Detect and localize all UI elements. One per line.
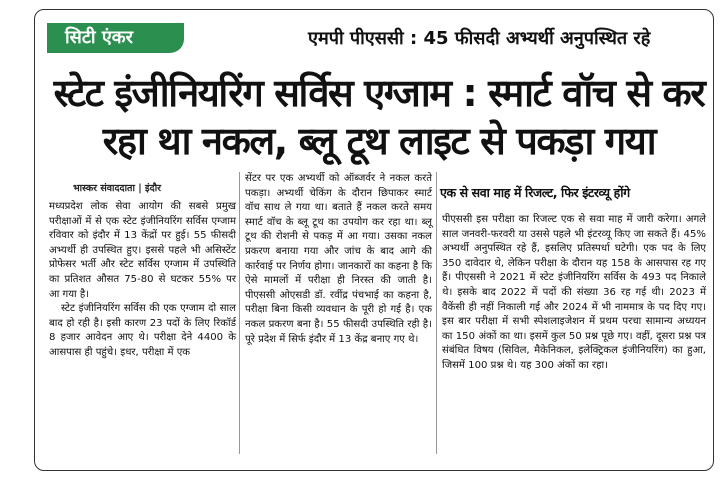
article-paragraph: स्टेट इंजीनियरिंग सर्विस की एक एग्जाम दो साल बाद हो रही है। इसी कारण 23 पदों के लिए रिकॉर्ड 8 हजार आवेदन आए थे। परीक्षा देने 4400 के आसपास ही पहुंचे। इधर, परीक्षा में एक xyxy=(49,303,236,358)
news-clipping-frame xyxy=(34,9,714,471)
article-column-3 xyxy=(442,213,706,374)
sub-heading: एक से सवा माह में रिजल्ट, फिर इंटरव्यू होंगे xyxy=(440,185,630,200)
byline: भास्कर संवाददाता | इंदौर xyxy=(73,183,162,194)
article-paragraph: सेंटर पर एक अभ्यर्थी को ऑब्जर्वर ने नकल करते पकड़ा। अभ्यर्थी चेकिंग के दौरान छिपाकर स्मार्ट वॉच साथ ले गया था। बताते हैं नकल करते समय स्मार्ट वॉच के ब्लू टूथ का उपयोग कर रहा था। ब्लू टूथ की रोशनी से पकड़ में आ गया। उसका नकल प्रकरण बनाया गया और जांच के बाद आगे की कार्रवाई पर निर्णय होगा। जानकारों का कहना है कि ऐसे मामलों में परीक्षा ही निरस्त की जाती है। पीएससी ओएसडी डॉ. रवींद्र पंचभाई का कहना है, परीक्षा बिना किसी व्यवधान के पूरी हो गई है। एक नकल प्रकरण बना है। 55 फीसदी उपस्थिति रही है। पूरे प्रदेश में सिर्फ इंदौर में 13 केंद्र बनाए गए थे। xyxy=(245,173,432,345)
article-paragraph: मध्यप्रदेश लोक सेवा आयोग की सबसे प्रमुख परीक्षाओं में से एक स्टेट इंजीनियरिंग सर्विस एग्जाम रविवार को इंदौर में 13 केंद्रों पर हुई। 55 फीसदी अभ्यर्थी ही उपस्थित हुए। इससे पहले भी असिस्टेंट प्रोफेसर भर्ती और स्टेट सर्विस एग्जाम में उपस्थिति का प्रतिशत औसत 75-80 से घटकर 55% पर आ गया है। xyxy=(49,201,236,300)
kicker-headline: एमपी पीएससी : 45 फीसदी अभ्यर्थी अनुपस्थित रहे xyxy=(308,28,651,49)
article-column-2 xyxy=(245,172,432,347)
column-divider xyxy=(239,172,240,454)
section-tag: सिटी एंकर xyxy=(47,23,184,53)
article-column-1 xyxy=(49,200,236,361)
main-headline: स्टेट इंजीनियरिंग सर्विस एग्जाम : स्मार्ट वॉच से कर रहा था नकल, ब्लू टूथ लाइट से पकड़ा गया xyxy=(53,71,705,163)
column-divider xyxy=(436,172,437,454)
article-paragraph: पीएससी इस परीक्षा का रिजल्ट एक से सवा माह में जारी करेगा। अगले साल जनवरी-फरवरी या उससे पहले भी इंटरव्यू किए जा सकते हैं। 45% अभ्यर्थी अनुपस्थित रहे हैं, इसलिए प्रतिस्पर्धा घटेगी। एक पद के लिए 350 दावेदार थे, लेकिन परीक्षा के दौरान यह 158 के आसपास रह गए हैं। पीएससी ने 2021 में स्टेट इंजीनियरिंग सर्विस के 493 पद निकाले थे। इसके बाद 2022 में पदों की संख्या 36 रह गई थी। 2023 में वैकेंसी ही नहीं निकाली गई और 2024 में भी नाममात्र के पद दिए गए। इस बार परीक्षा में सभी स्पेशलाइजेशन में प्रथम परचा सामान्य अध्ययन का 150 अंकों का था। इसमें कुल 50 प्रश्न पूछे गए। वहीं, दूसरा प्रश्न पत्र संबंधित विषय (सिविल, मैकेनिकल, इलेक्ट्रिकल इंजीनियरिंग) का हुआ, जिसमें 100 प्रश्न थे। यह 300 अंकों का रहा। xyxy=(442,214,706,371)
